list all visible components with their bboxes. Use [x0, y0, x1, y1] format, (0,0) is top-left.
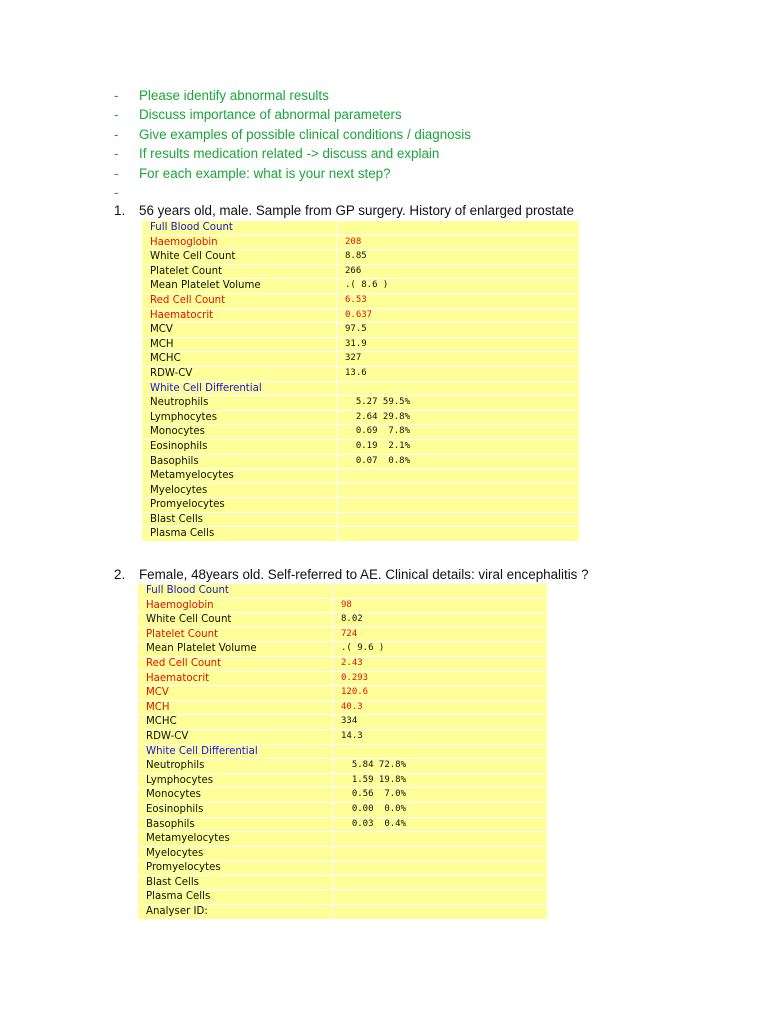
parameter-value: 2.43	[333, 656, 548, 671]
bullet-dash: -	[114, 107, 119, 123]
result-row	[142, 454, 580, 469]
parameter-value	[337, 221, 580, 236]
parameter-label: MCV	[138, 686, 333, 701]
result-row	[138, 584, 548, 599]
result-row	[138, 832, 548, 847]
result-row	[138, 744, 548, 759]
parameter-value	[337, 498, 580, 513]
parameter-label: Red Cell Count	[138, 656, 333, 671]
parameter-label: Haematocrit	[138, 671, 333, 686]
parameter-label: Metamyelocytes	[138, 832, 333, 847]
result-row	[142, 483, 580, 498]
result-row	[142, 396, 580, 411]
bullet-dash: -	[114, 184, 119, 200]
instruction-text: Discuss importance of abnormal parameters	[139, 107, 402, 123]
parameter-label: MCHC	[138, 715, 333, 730]
parameter-value: 98	[333, 598, 548, 613]
parameter-value: .( 9.6 )	[333, 642, 548, 657]
parameter-value	[337, 483, 580, 498]
result-row	[138, 861, 548, 876]
instruction-list	[114, 86, 714, 202]
parameter-value: 97.5	[337, 323, 580, 338]
result-row	[138, 715, 548, 730]
parameter-value: 14.3	[333, 729, 548, 744]
parameter-label: MCHC	[142, 352, 337, 367]
parameter-label: RDW-CV	[138, 729, 333, 744]
parameter-label: Neutrophils	[142, 396, 337, 411]
result-row	[138, 773, 548, 788]
parameter-value	[333, 861, 548, 876]
parameter-value: 0.07 0.8%	[337, 454, 580, 469]
parameter-label: Myelocytes	[142, 483, 337, 498]
parameter-label: Myelocytes	[138, 846, 333, 861]
result-row	[138, 700, 548, 715]
parameter-label: Haematocrit	[142, 308, 337, 323]
result-row	[142, 293, 580, 308]
bullet-dash: -	[114, 126, 119, 142]
parameter-label: Full Blood Count	[142, 221, 337, 236]
parameter-value	[337, 512, 580, 527]
parameter-label: White Cell Differential	[138, 744, 333, 759]
parameter-label: Haemoglobin	[138, 598, 333, 613]
parameter-value: 0.00 0.0%	[333, 802, 548, 817]
parameter-label: Promyelocytes	[138, 861, 333, 876]
parameter-value	[337, 381, 580, 396]
result-row	[142, 337, 580, 352]
parameter-label: White Cell Count	[138, 613, 333, 628]
result-row	[138, 846, 548, 861]
result-row	[138, 613, 548, 628]
result-row	[138, 817, 548, 832]
result-row	[138, 627, 548, 642]
parameter-value	[333, 905, 548, 920]
parameter-label: Monocytes	[142, 425, 337, 440]
parameter-value: 0.69 7.8%	[337, 425, 580, 440]
result-row	[138, 642, 548, 657]
result-row	[142, 221, 580, 236]
instruction-text: Give examples of possible clinical conditions / diagnosis	[139, 126, 471, 142]
parameter-value: 266	[337, 264, 580, 279]
result-row	[138, 802, 548, 817]
parameter-value: 0.56 7.0%	[333, 788, 548, 803]
parameter-value: 334	[333, 715, 548, 730]
result-row	[142, 439, 580, 454]
instruction-item	[114, 105, 714, 124]
parameter-value	[333, 890, 548, 905]
parameter-label: Mean Platelet Volume	[138, 642, 333, 657]
instruction-text: If results medication related -> discuss and explain	[139, 146, 440, 162]
parameter-label: Promyelocytes	[142, 498, 337, 513]
result-row	[138, 759, 548, 774]
parameter-label: Full Blood Count	[138, 584, 333, 599]
result-row	[142, 366, 580, 381]
parameter-value	[333, 875, 548, 890]
result-row	[142, 381, 580, 396]
instruction-text: Please identify abnormal results	[139, 88, 329, 103]
parameter-value: 0.637	[337, 308, 580, 323]
case-title: 56 years old, male. Sample from GP surgery. History of enlarged prostate	[139, 203, 574, 218]
parameter-value	[337, 469, 580, 484]
result-row	[138, 686, 548, 701]
case-title: Female, 48years old. Self-referred to AE. Clinical details: viral encephalitis ?	[139, 567, 589, 582]
result-row	[138, 656, 548, 671]
parameter-label: MCH	[142, 337, 337, 352]
parameter-label: Lymphocytes	[138, 773, 333, 788]
parameter-label: Eosinophils	[138, 802, 333, 817]
parameter-label: Analyser ID:	[138, 905, 333, 920]
parameter-label: Lymphocytes	[142, 410, 337, 425]
bullet-dash: -	[114, 146, 119, 162]
parameter-label: Basophils	[138, 817, 333, 832]
parameter-label: Platelet Count	[138, 627, 333, 642]
result-row	[142, 308, 580, 323]
parameter-label: Mean Platelet Volume	[142, 279, 337, 294]
parameter-value: 327	[337, 352, 580, 367]
result-row	[138, 890, 548, 905]
parameter-value	[333, 832, 548, 847]
parameter-value: 120.6	[333, 686, 548, 701]
parameter-label: Neutrophils	[138, 759, 333, 774]
parameter-value: 31.9	[337, 337, 580, 352]
parameter-value	[333, 744, 548, 759]
result-row	[142, 264, 580, 279]
parameter-value: 8.02	[333, 613, 548, 628]
parameter-label: MCV	[142, 323, 337, 338]
result-row	[142, 250, 580, 265]
parameter-value: 40.3	[333, 700, 548, 715]
instruction-item	[114, 86, 714, 105]
result-row	[138, 905, 548, 920]
parameter-value: 0.03 0.4%	[333, 817, 548, 832]
instruction-item	[114, 125, 714, 144]
parameter-label: Blast Cells	[142, 512, 337, 527]
parameter-value: 208	[337, 235, 580, 250]
parameter-value	[337, 527, 580, 542]
result-row	[142, 469, 580, 484]
parameter-label: Basophils	[142, 454, 337, 469]
result-row	[142, 352, 580, 367]
parameter-value	[333, 846, 548, 861]
parameter-label: White Cell Count	[142, 250, 337, 265]
parameter-value	[333, 584, 548, 599]
parameter-label: White Cell Differential	[142, 381, 337, 396]
parameter-value: 2.64 29.8%	[337, 410, 580, 425]
result-row	[138, 729, 548, 744]
parameter-value: 0.19 2.1%	[337, 439, 580, 454]
parameter-label: Platelet Count	[142, 264, 337, 279]
parameter-value: .( 8.6 )	[337, 279, 580, 294]
parameter-label: RDW-CV	[142, 366, 337, 381]
parameter-value: 724	[333, 627, 548, 642]
result-row	[138, 598, 548, 613]
parameter-label: Haemoglobin	[142, 235, 337, 250]
instruction-item	[114, 144, 714, 163]
instruction-text: For each example: what is your next step?	[139, 165, 391, 181]
parameter-value: 0.293	[333, 671, 548, 686]
parameter-label: Blast Cells	[138, 875, 333, 890]
parameter-value: 8.85	[337, 250, 580, 265]
parameter-label: Plasma Cells	[142, 527, 337, 542]
parameter-label: Metamyelocytes	[142, 469, 337, 484]
result-row	[138, 671, 548, 686]
parameter-label: Plasma Cells	[138, 890, 333, 905]
instruction-item	[114, 183, 714, 202]
instruction-item	[114, 164, 714, 183]
parameter-value: 13.6	[337, 366, 580, 381]
parameter-value: 5.84 72.8%	[333, 759, 548, 774]
bullet-dash: -	[114, 88, 119, 103]
bullet-dash: -	[114, 165, 119, 181]
result-row	[138, 788, 548, 803]
case-number: 2.	[114, 567, 126, 582]
result-row	[142, 425, 580, 440]
result-row	[142, 279, 580, 294]
case-1-results-table	[141, 220, 580, 542]
parameter-label: Monocytes	[138, 788, 333, 803]
result-row	[142, 410, 580, 425]
result-row	[142, 235, 580, 250]
result-row	[138, 875, 548, 890]
parameter-value: 1.59 19.8%	[333, 773, 548, 788]
result-row	[142, 527, 580, 542]
parameter-label: Eosinophils	[142, 439, 337, 454]
case-2-results-table	[137, 583, 548, 920]
parameter-label: Red Cell Count	[142, 293, 337, 308]
result-row	[142, 512, 580, 527]
result-row	[142, 498, 580, 513]
result-row	[142, 323, 580, 338]
parameter-label: MCH	[138, 700, 333, 715]
case-number: 1.	[114, 203, 126, 218]
parameter-value: 5.27 59.5%	[337, 396, 580, 411]
parameter-value: 6.53	[337, 293, 580, 308]
